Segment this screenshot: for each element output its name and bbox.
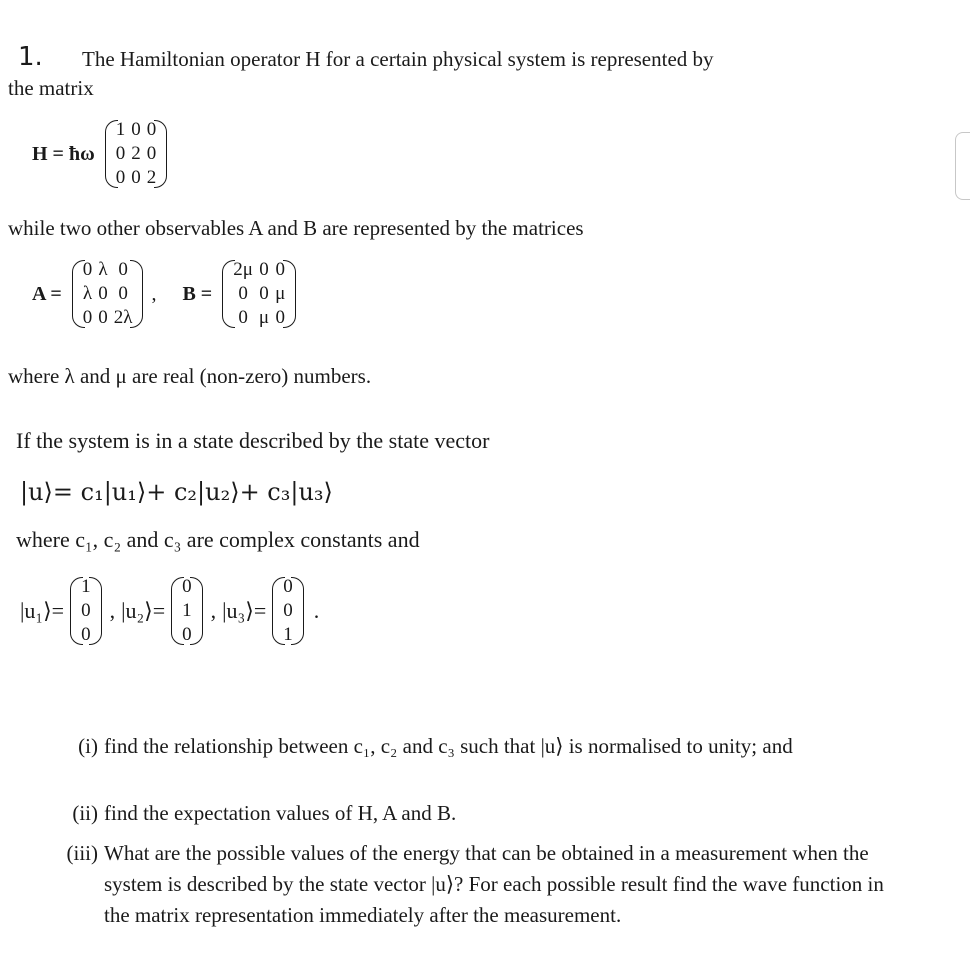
basis-vectors	[20, 575, 319, 647]
constants-text: where c₁, c₂ and c₃ are complex constants and	[16, 527, 420, 552]
right-paren	[135, 258, 145, 330]
matrix-cell: 0	[238, 283, 248, 304]
question-text: find the expectation values of H, A and B.	[104, 801, 457, 825]
u2-vector	[169, 575, 205, 647]
u3-lhs: |u₃⟩=	[222, 598, 267, 623]
state-equation: |u⟩= c₁|u₁⟩+ c₂|u₂⟩+ c₃|u₃⟩	[20, 478, 333, 506]
matrix-cell: 0	[115, 143, 126, 164]
right-paren	[195, 575, 205, 647]
a-lhs: A =	[32, 282, 62, 305]
left-paren	[270, 575, 280, 647]
matrix-cell: 0	[118, 283, 128, 304]
matrix-cell: μ	[258, 307, 270, 328]
matrix-cell: 0	[82, 307, 93, 328]
left-paren	[220, 258, 230, 330]
right-paren	[159, 118, 169, 190]
matrix-cell: 0	[98, 283, 108, 304]
question-text: What are the possible values of the energy that can be obtained in a measurement when the system is described by the state vector |u⟩? For each possible result find the wave function in the matrix representation immediately after the measurement.	[104, 841, 884, 927]
matrix-cell: 0	[131, 119, 141, 140]
matrix-cell: 2	[131, 143, 141, 164]
intro-line-2: the matrix	[8, 76, 94, 100]
side-scroll-tab[interactable]	[955, 132, 970, 200]
b-lhs: B =	[182, 282, 213, 305]
matrix-cell: 2μ	[233, 259, 253, 280]
period: .	[313, 598, 320, 623]
comma: ,	[151, 282, 157, 305]
matrix-cell: 0	[81, 624, 91, 645]
question-text: find the relationship between c₁, c₂ and c₃ such that |u⟩ is normalised to unity; and	[104, 734, 793, 758]
matrix-cell: 0	[115, 167, 126, 188]
question-label: (ii)	[72, 801, 98, 825]
matrix-cell: 0	[82, 259, 93, 280]
matrix-cell: 0	[146, 143, 157, 164]
matrix-cell: 0	[275, 307, 285, 328]
comma: ,	[109, 598, 116, 623]
b-matrix	[220, 258, 298, 330]
matrix-cell: 0	[182, 576, 192, 597]
state-intro: If the system is in a state described by the state vector	[16, 428, 490, 453]
matrix-cell: μ	[275, 283, 286, 304]
u3-vector	[270, 575, 306, 647]
observables-text: while two other observables A and B are represented by the matrices	[8, 216, 584, 240]
lambda-mu-text: where λ and μ are real (non-zero) numbers.	[8, 364, 372, 388]
left-paren	[169, 575, 179, 647]
intro-line-1: The Hamiltonian operator H for a certain physical system is represented by	[82, 47, 714, 71]
right-paren	[288, 258, 298, 330]
problem-number: 1.	[18, 42, 43, 72]
u2-lhs: |u₂⟩=	[121, 598, 166, 623]
left-paren	[103, 118, 113, 190]
u1-lhs: |u₁⟩=	[20, 598, 65, 623]
a-matrix	[70, 258, 146, 330]
matrix-cell: 0	[146, 119, 157, 140]
matrix-cell: 0	[283, 576, 293, 597]
a-equation	[32, 258, 298, 330]
matrix-cell: 1	[115, 119, 126, 140]
right-paren	[296, 575, 306, 647]
matrix-cell: λ	[82, 283, 93, 304]
matrix-cell: λ	[98, 259, 108, 280]
comma: ,	[210, 598, 217, 623]
left-paren	[70, 258, 80, 330]
question-label: (iii)	[66, 841, 98, 865]
matrix-cell: 2λ	[113, 307, 133, 328]
matrix-cell: 0	[259, 259, 269, 280]
matrix-cell: 0	[275, 259, 285, 280]
matrix-cell: 1	[182, 600, 192, 621]
matrix-cell: 0	[131, 167, 141, 188]
matrix-cell: 0	[283, 600, 293, 621]
matrix-cell: 1	[283, 624, 293, 645]
matrix-cell: 2	[146, 167, 157, 188]
hamiltonian-lhs: H = ħω	[32, 142, 95, 165]
matrix-cell: 0	[81, 600, 91, 621]
matrix-cell: 0	[118, 259, 128, 280]
matrix-cell: 0	[182, 624, 192, 645]
matrix-cell: 0	[238, 307, 248, 328]
matrix-cell: 0	[98, 307, 108, 328]
hamiltonian-matrix	[103, 118, 170, 190]
u1-vector	[68, 575, 104, 647]
hamiltonian-equation	[32, 118, 169, 190]
right-paren	[94, 575, 104, 647]
left-paren	[68, 575, 78, 647]
matrix-cell: 0	[259, 283, 269, 304]
matrix-cell: 1	[81, 576, 91, 597]
question-label: (i)	[78, 734, 98, 758]
